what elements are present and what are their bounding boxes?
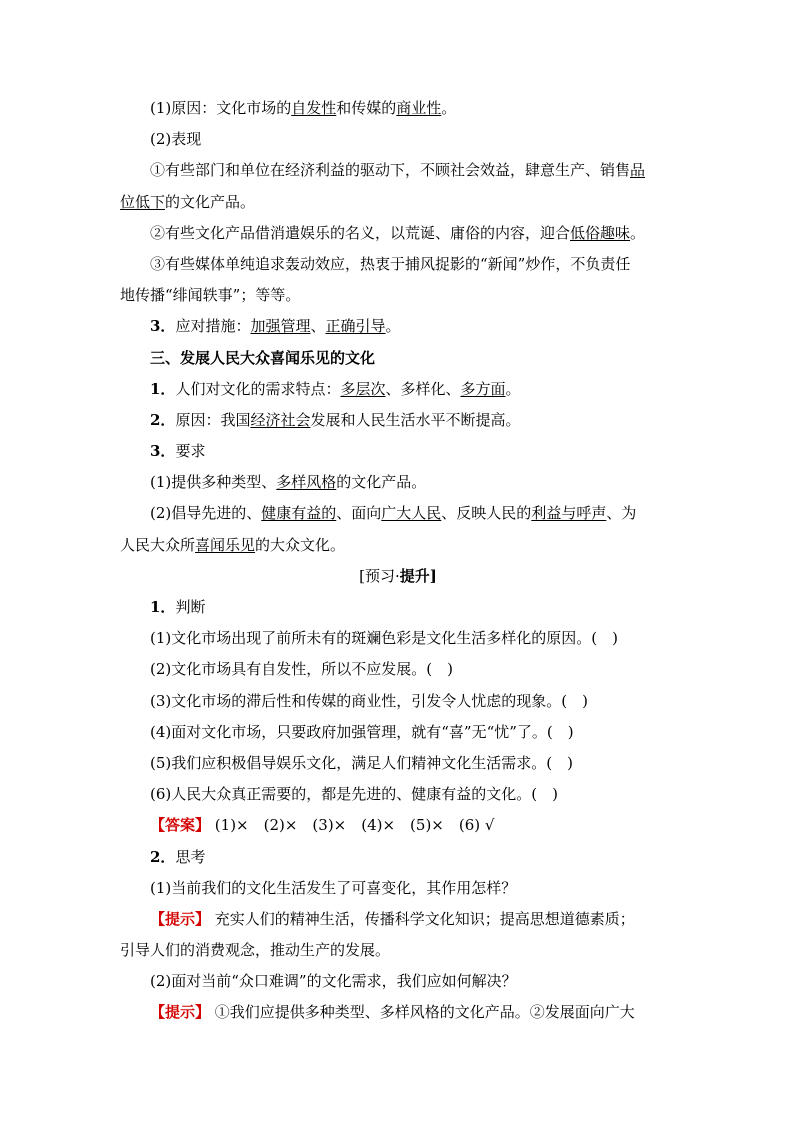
question-1: (1)当前我们的文化生活发生了可喜变化，其作用怎样？ bbox=[150, 878, 517, 897]
judge-item-6: (6)人民大众真正需要的，都是先进的、健康有益的文化。( ) bbox=[150, 785, 558, 804]
keyword: 商业性 bbox=[396, 99, 442, 117]
text: [预习 bbox=[359, 566, 395, 585]
text: 。 bbox=[441, 99, 457, 117]
judge-item-2: (2)文化市场具有自发性，所以不应发展。( ) bbox=[150, 660, 453, 679]
text: 、面向 bbox=[336, 504, 382, 523]
text: · bbox=[394, 566, 400, 585]
text: 。 bbox=[505, 379, 521, 398]
text: ②有些文化产品借消遣娱乐的名义，以荒诞、庸俗的内容，迎合 bbox=[150, 223, 571, 242]
keyword: 自发性 bbox=[291, 99, 337, 117]
text: 思考 bbox=[175, 847, 206, 866]
question-2: (2)面对当前“众口难调”的文化需求，我们应如何解决？ bbox=[150, 972, 517, 991]
text: 的大众文化。 bbox=[255, 535, 346, 554]
text: 人们对文化的需求特点： bbox=[175, 379, 341, 398]
text: ①有些部门和单位在经济利益的驱动下，不顾社会效益，肆意生产、销售 bbox=[150, 161, 631, 180]
judge-item-1: (1)文化市场出现了前所未有的斑斓色彩是文化生活多样化的原因。( ) bbox=[150, 629, 618, 648]
hint-text: 充实人们的精神生活，传播科学文化知识；提高思想道德素质； bbox=[214, 909, 635, 928]
number: 1． bbox=[150, 379, 176, 398]
text: 的文化产品。 bbox=[336, 473, 427, 492]
requirement-2-cont bbox=[120, 530, 676, 561]
hint-2 bbox=[120, 997, 676, 1028]
judge-item-4: (4)面对文化市场，只要政府加强管理，就有“喜”无“忧”了。( ) bbox=[150, 722, 574, 741]
text: (1)原因：文化市场的 bbox=[150, 99, 292, 117]
keyword: 低俗趣味 bbox=[570, 223, 631, 242]
number: 3． bbox=[150, 317, 176, 336]
performance-item-2 bbox=[120, 218, 676, 249]
keyword: 经济社会 bbox=[250, 410, 311, 429]
text: 、多样化、 bbox=[385, 379, 461, 398]
requirement-2 bbox=[120, 498, 676, 529]
text: 、反映人民的 bbox=[441, 504, 532, 523]
hint-text: ①我们应提供多种类型、多样风格的文化产品。②发展面向广大 bbox=[214, 1003, 635, 1022]
hint-1 bbox=[120, 904, 676, 935]
number: 2． bbox=[150, 847, 176, 866]
keyword: 健康有益的 bbox=[261, 504, 337, 523]
think-heading bbox=[120, 842, 676, 873]
keyword: 利益与呼声 bbox=[531, 504, 607, 523]
requirement-1 bbox=[120, 467, 676, 498]
section-three-heading: 三、发展人民大众喜闻乐见的文化 bbox=[150, 348, 376, 367]
text: (1)提供多种类型、 bbox=[150, 473, 277, 492]
text: 判断 bbox=[175, 598, 206, 616]
judge-heading bbox=[120, 592, 676, 623]
performance-item-3: ③有些媒体单纯追求轰动效应，热衷于捕风捉影的“新闻”炒作，不负责任 bbox=[150, 254, 631, 273]
keyword: 多层次 bbox=[340, 379, 386, 398]
reason-line bbox=[120, 405, 676, 436]
keyword: 广大人民 bbox=[381, 504, 442, 523]
text: 人民大众所 bbox=[120, 535, 196, 554]
requirement-heading bbox=[120, 436, 676, 467]
answer-tag: 【答案】 bbox=[150, 816, 211, 835]
judge-item-3: (3)文化市场的滞后性和传媒的商业性，引发令人忧虑的现象。( ) bbox=[150, 691, 588, 710]
text: 要求 bbox=[175, 442, 206, 461]
text: 发展和人民生活水平不断提高。 bbox=[310, 410, 521, 429]
text: 应对措施： bbox=[175, 317, 251, 336]
hint-tag: 【提示】 bbox=[150, 909, 211, 928]
keyword: 品 bbox=[630, 161, 646, 180]
keyword: 多样风格 bbox=[276, 473, 337, 492]
performance-item-1 bbox=[120, 155, 676, 186]
performance-item-3-cont: 地传播“绯闻轶事”；等等。 bbox=[120, 286, 301, 305]
answer-line bbox=[120, 810, 676, 841]
number: 1． bbox=[150, 598, 176, 616]
document-page bbox=[120, 93, 676, 1029]
keyword: 位低下 bbox=[120, 192, 166, 211]
number: 3． bbox=[150, 442, 176, 461]
text: 提升] bbox=[399, 566, 437, 585]
keyword: 喜闻乐见 bbox=[195, 535, 256, 554]
text: 原因：我国 bbox=[175, 410, 251, 429]
text: 和传媒的 bbox=[336, 99, 397, 117]
keyword: 加强管理 bbox=[250, 317, 311, 336]
cause-line bbox=[120, 93, 676, 124]
text: 的文化产品。 bbox=[165, 192, 256, 211]
performance-item-1-cont bbox=[120, 187, 676, 218]
keyword: 多方面 bbox=[460, 379, 506, 398]
demand-line bbox=[120, 374, 676, 405]
keyword: 正确引导 bbox=[325, 317, 386, 336]
answer-text: (1)× (2)× (3)× (4)× (5)× (6) √ bbox=[214, 816, 495, 835]
hint-tag: 【提示】 bbox=[150, 1003, 211, 1022]
text: 、为 bbox=[606, 504, 637, 523]
text: 、 bbox=[310, 317, 326, 336]
text: 。 bbox=[630, 223, 646, 242]
hint-1-cont: 引导人们的消费观念，推动生产的发展。 bbox=[120, 941, 391, 960]
number: 2． bbox=[150, 410, 176, 429]
preview-heading bbox=[120, 561, 676, 592]
countermeasure-line bbox=[120, 311, 676, 342]
text: (2)倡导先进的、 bbox=[150, 504, 262, 523]
performance-heading: (2)表现 bbox=[150, 130, 202, 149]
text: 。 bbox=[385, 317, 401, 336]
judge-item-5: (5)我们应积极倡导娱乐文化，满足人们精神文化生活需求。( ) bbox=[150, 753, 573, 772]
